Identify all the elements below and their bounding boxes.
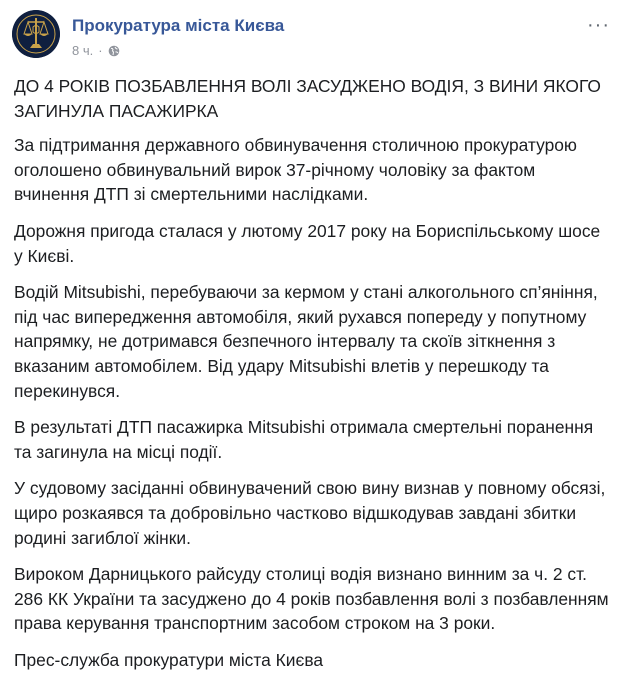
post-paragraph: Дорожня пригода сталася у лютому 2017 року на Бориспільському шосе у Києві. [14, 220, 601, 266]
post-content [14, 74, 610, 684]
meta-separator: · [98, 43, 103, 58]
post-timestamp[interactable]: 8 ч. [72, 43, 94, 58]
post-header [12, 10, 612, 60]
post-meta [72, 43, 120, 58]
post-title: ДО 4 РОКІВ ПОЗБАВЛЕННЯ ВОЛІ ЗАСУДЖЕНО ВОДІЯ, З ВИНИ ЯКОГО ЗАГИНУЛА ПАСАЖИРКА [14, 76, 601, 121]
post-paragraph: Вироком Дарницького райсуду столиці водія визнано винним за ч. 2 ст. 286 КК України та засуджено до 4 років позбавлення волі з позбавленням права керування транспортним засобом строком на 3 роки. [14, 564, 609, 634]
post-signature: Прес-служба прокуратури міста Києва [14, 649, 324, 670]
post-paragraph: За підтримання державного обвинувачення столичною прокуратурою оголошено обвинувальний вирок 37-річному чоловіку за фактом вчинення ДТП зі смертельними наслідками. [14, 135, 577, 205]
page-avatar[interactable] [12, 10, 60, 58]
post-paragraph: У судовому засіданні обвинувачений свою вину визнав у повному обсязі, щиро розкаявся та добровільно частково відшкодував завдані збитки родині загиблої жінки. [14, 478, 606, 548]
globe-icon[interactable] [108, 45, 120, 57]
prosecutor-emblem-icon [12, 10, 60, 58]
post-paragraph: В результаті ДТП пасажирка Mitsubishi отримала смертельні поранення та загинула на місці події. [14, 417, 594, 462]
page-name-link[interactable]: Прокуратура міста Києва [72, 16, 285, 35]
post-paragraph: Водій Mitsubishi, перебуваючи за кермом у стані алкогольного сп’яніння, під час випередження автомобіля, який рухався попереду у попутному напрямку, не дотримався безпечного інтервалу та скоїв зіткнення з вказаним автомобілем. Від удару Mitsubishi влетів у перешкоду та перекинувся. [14, 282, 598, 401]
more-options-button[interactable]: ··· [587, 14, 610, 36]
